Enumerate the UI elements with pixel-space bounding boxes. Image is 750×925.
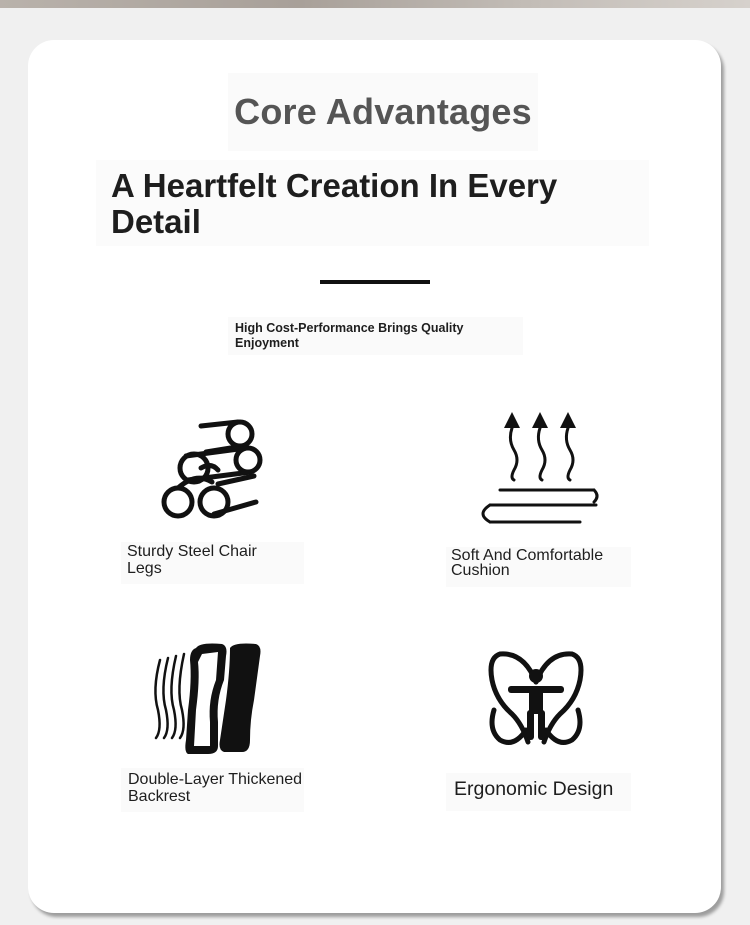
subtitle: High Cost-Performance Brings Quality Enjoyment [235, 321, 464, 350]
soft-cushion-icon [468, 410, 603, 528]
top-background-strip [0, 0, 750, 8]
steel-tubes-icon [156, 412, 268, 524]
feature-label-ergonomic: Ergonomic Design [454, 778, 614, 800]
feature-label-steel-legs: Sturdy Steel Chair Legs [127, 543, 257, 577]
headline: A Heartfelt Creation In Every Detail [111, 167, 558, 240]
feature-label-double-backrest: Double-Layer Thickened Backrest [128, 771, 303, 805]
divider-line [320, 280, 430, 284]
section-title: Core Advantages [228, 73, 538, 151]
advantages-card [28, 40, 721, 913]
feature-label-soft-cushion: Soft And Comfortable Cushion [451, 547, 604, 579]
thick-backrest-icon [146, 640, 266, 758]
ergonomic-figure-icon [486, 650, 586, 750]
